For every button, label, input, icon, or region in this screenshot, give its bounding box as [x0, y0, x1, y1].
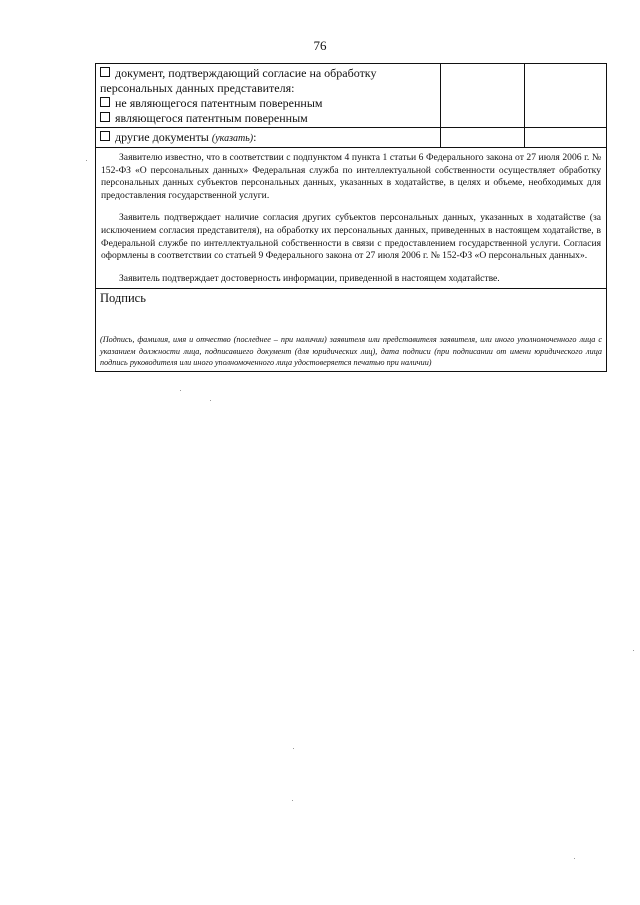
- list-item: [100, 66, 436, 81]
- checkbox-other-documents[interactable]: [100, 131, 110, 141]
- other-sheets-count-cell[interactable]: [441, 128, 525, 147]
- consent-paragraph-awareness: Заявителю известно, что в соответствии с подпунктом 4 пункта 1 статьи 6 Федерального закона от 27 июля 2006 г. № 152-ФЗ «О персональных данных» Федеральная служба по интеллектуальной собственности осуществляет обработку персональных данных субъектов персональных данных, указанных в ходатайстве, в целях и объеме, необходимых для предоставления государственной услуги.: [101, 152, 601, 201]
- signature-note: (Подпись, фамилия, имя и отчество (последнее – при наличии) заявителя или представителя заявителя, или иного уполномоченного лица с указанием должности лица, подписавшего документ (для юридических лиц), дата подписи (при подписании от имени юридического лица подпись руководителя или иного уполномоченного лица удостоверяется печатью при наличии): [100, 335, 602, 368]
- scan-speck: [292, 800, 293, 801]
- other-documents-label: другие документы: [115, 130, 209, 144]
- other-documents-colon: :: [253, 130, 257, 144]
- checkbox-consent-document[interactable]: [100, 67, 110, 77]
- consent-document-label: документ, подтверждающий согласие на обработку: [115, 66, 377, 80]
- other-documents-cell: [96, 128, 441, 147]
- other-copies-count-cell[interactable]: [525, 128, 606, 147]
- list-item: [100, 96, 436, 111]
- not-patent-attorney-label: не являющегося патентным поверенным: [115, 96, 323, 110]
- table-row-consent-text: [96, 148, 606, 289]
- consent-form-table: [95, 63, 607, 372]
- list-item: [100, 81, 436, 96]
- patent-attorney-label: являющегося патентным поверенным: [115, 111, 308, 125]
- checkbox-patent-attorney[interactable]: [100, 112, 110, 122]
- sheets-count-cell[interactable]: [441, 64, 525, 127]
- other-documents-hint: (указать): [211, 133, 254, 144]
- signature-block: [96, 289, 606, 371]
- page-number: 76: [313, 38, 327, 53]
- list-item: [100, 111, 436, 126]
- signature-title: Подпись: [100, 291, 146, 306]
- consent-documents-cell: [96, 64, 441, 127]
- scan-speck: [633, 650, 634, 651]
- checkbox-not-patent-attorney[interactable]: [100, 97, 110, 107]
- consent-text-block: [96, 148, 606, 288]
- table-row-other-documents: [96, 128, 606, 148]
- scan-speck: [574, 858, 575, 859]
- copies-count-cell[interactable]: [525, 64, 606, 127]
- scan-speck: [180, 390, 181, 391]
- scan-speck: [86, 160, 87, 161]
- scan-speck: [293, 748, 294, 749]
- table-row-consent-documents: [96, 64, 606, 128]
- consent-paragraph-subjects: Заявитель подтверждает наличие согласия других субъектов персональных данных, указанных в ходатайстве (за исключением согласия представителя), на обработку их персональных данных, приведенных в настоящем ходатайстве, в Федеральной службе по интеллектуальной собственности в связи с предоставлением государственной услуги. Согласия оформлены в соответствии со статьей 9 Федерального закона от 27 июля 2006 г. № 152-ФЗ «О персональных данных».: [101, 212, 601, 262]
- consent-paragraph-accuracy: Заявитель подтверждает достоверность информации, приведенной в настоящем ходатайстве.: [119, 272, 500, 284]
- table-row-signature: [96, 289, 606, 371]
- scan-speck: [210, 400, 211, 401]
- representative-data-label: персональных данных представителя:: [100, 81, 295, 95]
